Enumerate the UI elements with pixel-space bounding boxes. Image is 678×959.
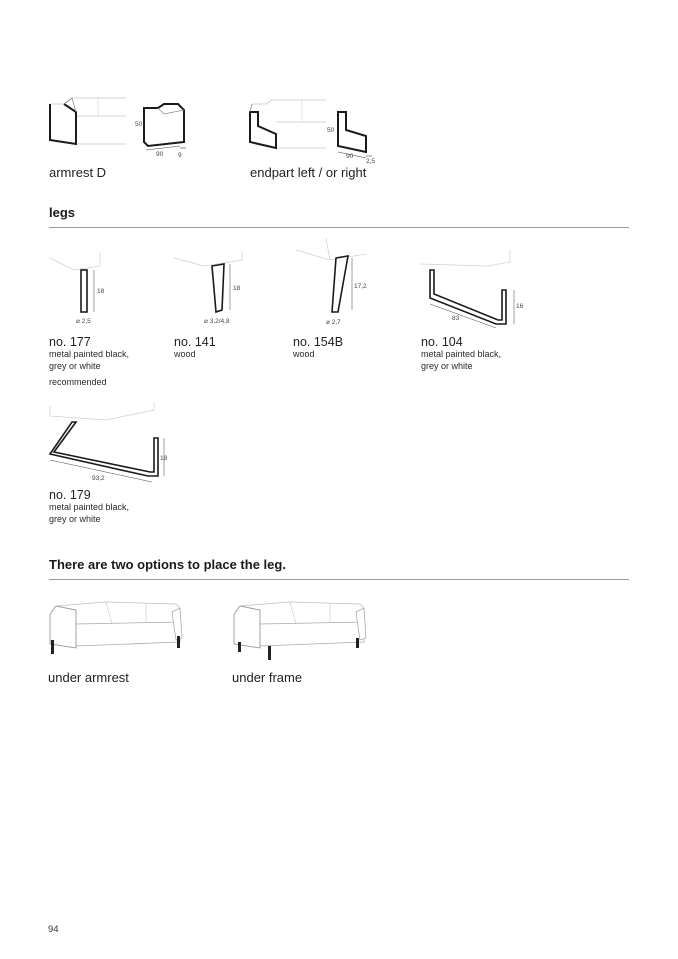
legs-heading: legs — [49, 205, 76, 220]
armrest-d-dim-depth: 90 — [156, 151, 164, 158]
leg-179-name: no. 179 — [49, 488, 91, 502]
leg-104-drawing — [416, 250, 536, 330]
armrest-d-dim-width: 9 — [178, 152, 182, 159]
leg-177-desc-line2: grey or white — [49, 361, 101, 371]
leg-179-dim-height: 18 — [160, 455, 168, 462]
leg-177-dim-diameter: ⌀ 2,5 — [76, 318, 91, 325]
armrest-d-sofa-drawing — [46, 96, 126, 148]
leg-179-desc-line1: metal painted black, — [49, 502, 130, 512]
leg-177-drawing — [48, 252, 118, 332]
leg-177-note: recommended — [49, 377, 107, 387]
leg-104-dim-length: 83 — [452, 315, 460, 322]
leg-177-name: no. 177 — [49, 335, 91, 349]
placement-divider — [49, 579, 629, 580]
leg-104-desc-line1: metal painted black, — [421, 349, 502, 359]
placement-heading: There are two options to place the leg. — [49, 557, 286, 572]
endpart-dim-width: 2,5 — [366, 158, 376, 165]
endpart-sofa-drawing — [246, 98, 326, 154]
leg-179-drawing — [46, 402, 176, 486]
endpart-dim-depth: 90 — [346, 153, 354, 160]
sofa-under-frame-drawing — [230, 598, 370, 662]
leg-177-desc-line1: metal painted black, — [49, 349, 130, 359]
sofa-under-armrest-drawing — [46, 598, 186, 660]
armrest-d-section-drawing — [134, 102, 190, 158]
leg-177-dim-height: 18 — [97, 288, 105, 295]
leg-141-name: no. 141 — [174, 335, 216, 349]
leg-104-dim-height: 16 — [516, 303, 524, 310]
page-number: 94 — [48, 924, 59, 935]
leg-141-dim-height: 18 — [233, 285, 241, 292]
leg-104-name: no. 104 — [421, 335, 463, 349]
armrest-d-label: armrest D — [49, 165, 107, 180]
leg-141-drawing — [172, 252, 252, 332]
legs-divider — [49, 227, 629, 228]
leg-154b-dim-height: 17,2 — [354, 283, 367, 290]
armrest-d-dim-height: 50 — [135, 121, 143, 128]
leg-141-desc-line1: wood — [174, 349, 196, 359]
under-armrest-label: under armrest — [48, 670, 129, 685]
endpart-section-drawing — [322, 108, 378, 164]
leg-179-desc-line2: grey or white — [49, 514, 101, 524]
leg-154b-drawing — [292, 238, 382, 332]
leg-104-desc-line2: grey or white — [421, 361, 473, 371]
endpart-label: endpart left / or right — [250, 165, 367, 180]
leg-154b-name: no. 154B — [293, 335, 344, 349]
leg-141-dim-diameter: ⌀ 3,2/4,8 — [204, 318, 230, 325]
leg-179-dim-length: 93,2 — [92, 475, 105, 482]
leg-154b-desc-line1: wood — [293, 349, 315, 359]
leg-154b-dim-diameter: ⌀ 2,7 — [326, 319, 341, 326]
under-frame-label: under frame — [232, 670, 303, 685]
endpart-dim-height: 50 — [327, 127, 335, 134]
